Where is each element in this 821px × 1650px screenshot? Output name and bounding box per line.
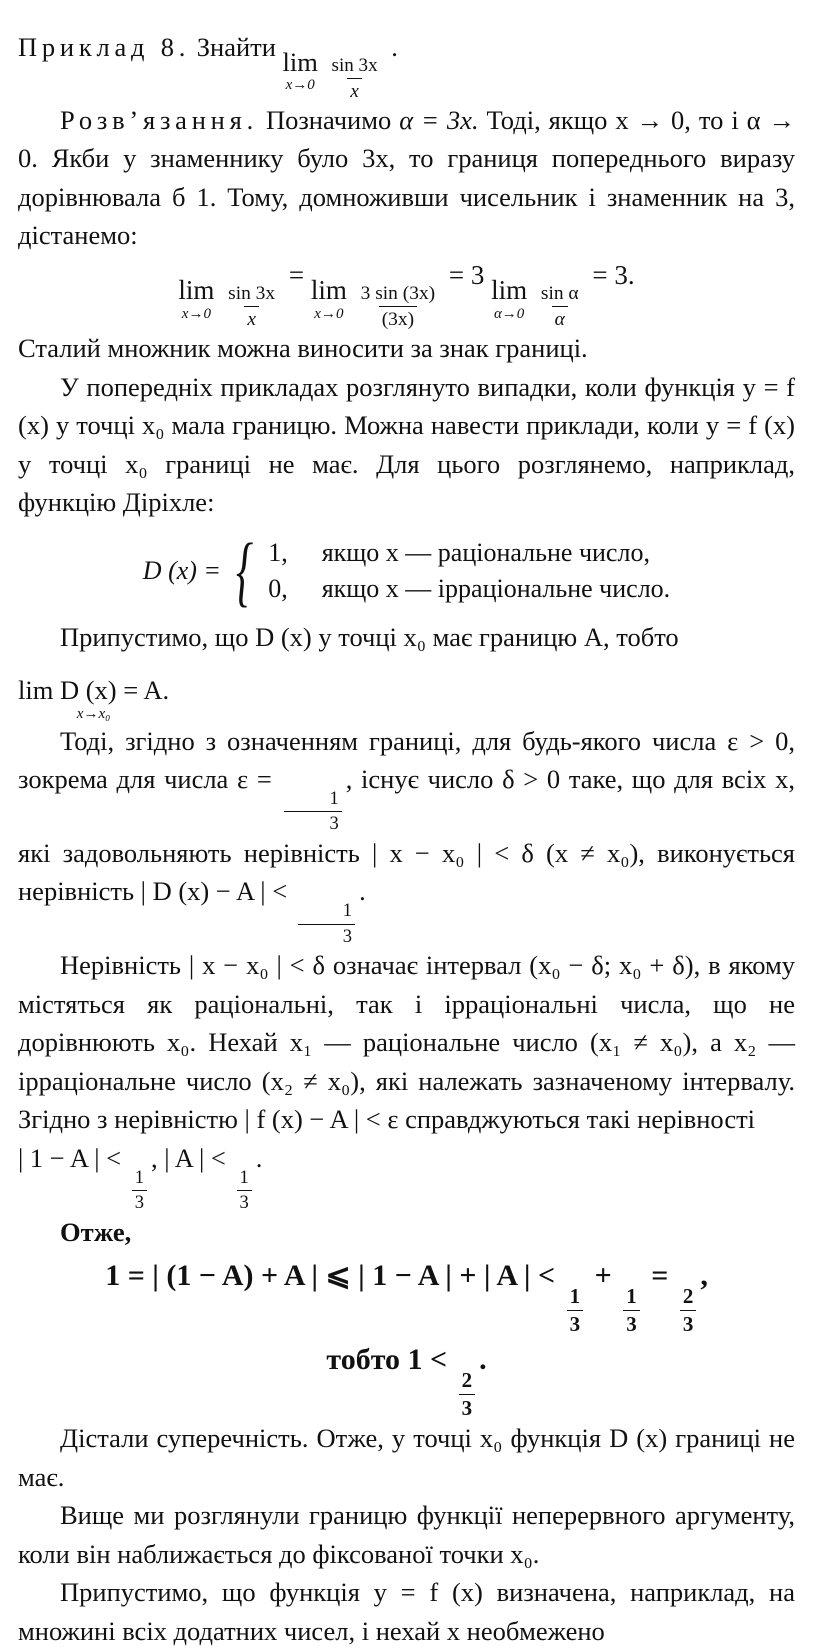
frac-num: sin 3x — [228, 282, 276, 304]
frac-den: 3 — [623, 1310, 640, 1335]
then-text-2: , існує число δ > 0 таке, що для всіх x, які задовольняють нерівність | x − x₀ | < δ (x ≠ x₀), виконується нерівність | D (x) − A | < — [18, 764, 795, 907]
dirichlet-lhs: D (x) = — [142, 555, 221, 585]
frac-den: 3 — [459, 1394, 476, 1419]
dirichlet-function — [18, 526, 795, 614]
frac-den: 3 — [284, 811, 341, 834]
frac-den: 3 — [298, 924, 355, 947]
inequalities-line — [18, 1139, 795, 1213]
dirichlet-cases — [268, 538, 670, 604]
tobto-end: . — [479, 1343, 487, 1377]
fraction-1 — [225, 284, 278, 330]
fraction-ineq-1 — [132, 1166, 147, 1214]
then-end: . — [359, 876, 366, 907]
chain-inequality — [18, 1251, 795, 1335]
frac-den: x — [244, 306, 259, 329]
equals-sign: = — [651, 1259, 669, 1293]
then-text-1: Тоді, згідно з означенням границі, для будь-якого числа ε > 0, зокрема для числа ε = — [18, 725, 795, 794]
limit-3 — [491, 274, 528, 322]
limit-1 — [178, 274, 215, 322]
tobto-line — [18, 1335, 795, 1419]
frac-den: α — [552, 306, 568, 329]
equals-1: = — [288, 259, 305, 290]
case-value: 1, — [268, 537, 288, 567]
ineq-1: | 1 − A | < — [18, 1142, 122, 1173]
formula-limit-sin3x — [18, 255, 795, 330]
ineq-text: Нерівність | x − x₀ | < δ означає інтервал (x₀ − δ; x₀ + δ), в якому містяться як раціональні, так і ірраціональні числа, що не дорівнюють x₀. Нехай x₁ — раціональне число (x₁ ≠ x₀), а x₂ — ірраціональне число (x₂ ≠ x₀), які належать зазначеному інтервалу. Згідно з нерівністю | f (x) − A | < ε справджуються такі нерівності — [18, 950, 795, 1135]
contradiction-paragraph: Дістали суперечність. Отже, у точці x₀ функція D (x) границі не має. — [18, 1423, 795, 1492]
example-limit — [282, 46, 318, 94]
ineq-end: . — [255, 1142, 263, 1173]
equals-2: = 3 — [448, 259, 485, 290]
solution-paragraph — [18, 101, 795, 255]
limit-2 — [310, 274, 347, 322]
lim-word: lim — [178, 274, 215, 305]
case-condition: якщо x — раціональне число, — [321, 537, 650, 567]
solution-text-4: x → 0, то і α → 0. Якби у знаменнику було 3x, то границя попереднього виразу дорівнювала б 1. Тому, домноживши чисельник і знаменник на 3, дістанемо: — [18, 104, 796, 251]
fraction-one-third — [284, 787, 341, 835]
example-end: . — [391, 32, 398, 62]
lim-word: lim — [310, 274, 347, 305]
frac-num: 2 — [682, 1284, 694, 1309]
frac-num: 3 sin (3x) — [360, 282, 436, 304]
frac-num: 1 — [239, 1166, 249, 1188]
frac-num: 2 — [461, 1368, 473, 1393]
example-fraction — [329, 56, 381, 101]
frac-den: 3 — [237, 1190, 252, 1213]
lim-under: x→0 — [285, 77, 315, 94]
frac-den: x — [347, 78, 361, 101]
example-text: Знайти — [196, 32, 276, 62]
frac-num: 1 — [342, 900, 353, 922]
assume-text: Припустимо, що D (x) у точці x₀ має границю A, тобто — [60, 621, 679, 652]
assume-paragraph — [18, 618, 795, 657]
lim-expression: lim D (x) = A. — [18, 675, 170, 705]
frac-num: 1 — [569, 1284, 581, 1309]
constant-factor-paragraph: Сталий множник можна виносити за знак границі. — [18, 333, 588, 364]
lim-under: x→0 — [314, 305, 344, 322]
definition-paragraph — [18, 722, 795, 947]
solution-text-3: Тоді, якщо — [486, 104, 608, 135]
last-paragraph: Припустимо, що функція y = f (x) визначена, наприклад, на множині всіх додатних чисел, і нехай x необмежено — [18, 1577, 795, 1646]
fraction-ineq-2 — [237, 1166, 252, 1214]
frac-num: sin α — [540, 282, 579, 304]
plus-sign: + — [594, 1259, 612, 1293]
fraction-chain-1 — [567, 1286, 584, 1335]
case-value: 0, — [268, 573, 288, 603]
formula-end: = 3. — [592, 259, 635, 290]
lim-under: x→x₀ — [76, 705, 111, 722]
fraction-one-third-2 — [298, 902, 355, 946]
lim-under: α→0 — [493, 305, 525, 322]
solution-text-1: Позначимо — [265, 104, 392, 135]
case-irrational — [268, 574, 670, 604]
frac-den: (3x) — [379, 306, 417, 329]
lim-word: lim — [491, 274, 528, 305]
frac-den: 3 — [567, 1310, 584, 1335]
frac-num: sin 3x — [331, 54, 378, 76]
fraction-two-thirds — [459, 1370, 476, 1419]
frac-den: 3 — [680, 1310, 697, 1335]
fraction-chain-3 — [680, 1286, 697, 1335]
frac-num: 1 — [134, 1166, 144, 1188]
case-condition: якщо x — ірраціональне число. — [321, 573, 671, 603]
left-brace-icon: { — [236, 526, 254, 614]
solution-text-2: α = 3x. — [399, 104, 479, 135]
hence-label: Отже, — [60, 1216, 132, 1247]
solution-label: Розв’язання. — [60, 104, 258, 135]
frac-num: 1 — [329, 787, 339, 809]
lim-under: x→0 — [181, 305, 211, 322]
limit-dirichlet — [18, 677, 169, 722]
example-label: Приклад 8. — [18, 32, 191, 62]
frac-num: 1 — [626, 1284, 637, 1309]
example-heading — [18, 28, 795, 101]
chain-end: , — [700, 1259, 708, 1293]
tobto-text: тобто 1 < — [326, 1343, 448, 1377]
ineq-2: , | A | < — [150, 1142, 226, 1173]
fraction-3 — [538, 284, 582, 330]
chain-text: 1 = | (1 − A) + A | ⩽ | 1 − A | + | A | < — [105, 1259, 556, 1293]
previous-examples-paragraph: У попередніх прикладах розглянуто випадки, коли функція y = f (x) у точці x₀ мала границю. Можна навести приклади, коли y = f (x) у точці x₀ границі не має. Для цього розглянемо, наприклад, функцію Діріхле: — [18, 371, 795, 518]
continuous-argument-paragraph: Вище ми розглянули границю функції неперервного аргументу, коли він наближається до фіксованої точки x₀. — [18, 1500, 795, 1569]
frac-den: 3 — [132, 1190, 147, 1213]
case-rational — [268, 538, 670, 568]
interval-paragraph — [18, 946, 795, 1139]
lim-word: lim — [282, 46, 318, 77]
fraction-chain-2 — [623, 1286, 640, 1335]
fraction-2 — [358, 284, 439, 330]
assume-limit — [18, 656, 795, 721]
